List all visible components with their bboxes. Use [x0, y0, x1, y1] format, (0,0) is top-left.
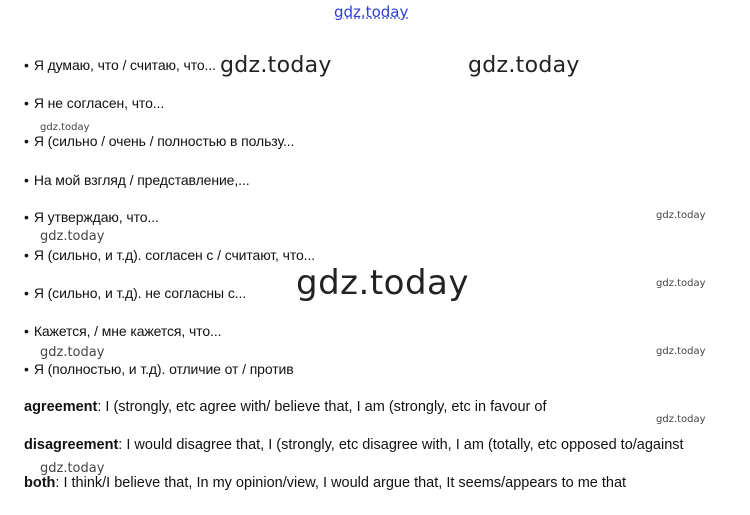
phrase-item	[24, 95, 164, 111]
watermark: gdz.today	[656, 414, 706, 425]
phrase-text: Я (сильно / очень / полностью в пользу...	[33, 133, 295, 149]
watermark: gdz.today	[656, 346, 706, 357]
phrase-text: Я (сильно, и т.д). не согласны с...	[33, 285, 247, 301]
watermark: gdz.today	[468, 53, 580, 78]
bullet-icon: •	[24, 361, 29, 377]
category-term: both	[24, 475, 56, 491]
watermark: gdz.today	[656, 278, 706, 289]
bullet-icon: •	[24, 247, 29, 263]
watermark: gdz.today	[40, 229, 105, 244]
category-text: : I (strongly, etc agree with/ believe that, I am (strongly, etc in favour of	[97, 399, 547, 415]
phrase-item	[24, 247, 315, 263]
bullet-icon: •	[24, 172, 29, 188]
phrase-item	[24, 133, 294, 149]
phrase-text: На мой взгляд / представление,...	[33, 172, 250, 188]
bullet-icon: •	[24, 133, 29, 149]
watermark: gdz.today	[296, 263, 469, 303]
watermark: gdz.today	[40, 345, 105, 360]
phrase-text: Кажется, / мне кажется, что...	[33, 323, 222, 339]
bullet-icon: •	[24, 323, 29, 339]
phrase-item	[24, 361, 294, 377]
bullet-icon: •	[24, 285, 29, 301]
category-disagreement	[24, 437, 684, 453]
category-term: agreement	[24, 399, 98, 415]
phrase-text: Я утверждаю, что...	[33, 209, 159, 225]
phrase-text: Я думаю, что / считаю, что...	[33, 57, 216, 73]
top-watermark[interactable]: gdz.today	[334, 3, 409, 21]
category-text: : I think/I believe that, In my opinion/view, I would argue that, It seems/appears to me that	[55, 475, 627, 491]
watermark: gdz.today	[40, 122, 90, 133]
bullet-icon: •	[24, 209, 29, 225]
watermark: gdz.today	[656, 210, 706, 221]
phrase-text: Я (полностью, и т.д). отличие от / против	[33, 361, 294, 377]
category-text: : I would disagree that, I (strongly, etc disagree with, I am (totally, etc opposed to/against	[118, 437, 684, 453]
phrase-item	[24, 285, 246, 301]
watermark: gdz.today	[220, 53, 332, 78]
phrase-item	[24, 209, 159, 225]
phrase-text: Я (сильно, и т.д). согласен с / считают, что...	[33, 247, 316, 263]
category-term: disagreement	[24, 437, 119, 453]
phrase-item	[24, 323, 221, 339]
bullet-icon: •	[24, 57, 29, 73]
watermark: gdz.today	[40, 461, 105, 476]
category-agreement	[24, 399, 547, 415]
category-both	[24, 475, 626, 491]
phrase-item	[24, 57, 216, 73]
phrase-text: Я не согласен, что...	[33, 95, 165, 111]
phrase-item	[24, 172, 250, 188]
bullet-icon: •	[24, 95, 29, 111]
